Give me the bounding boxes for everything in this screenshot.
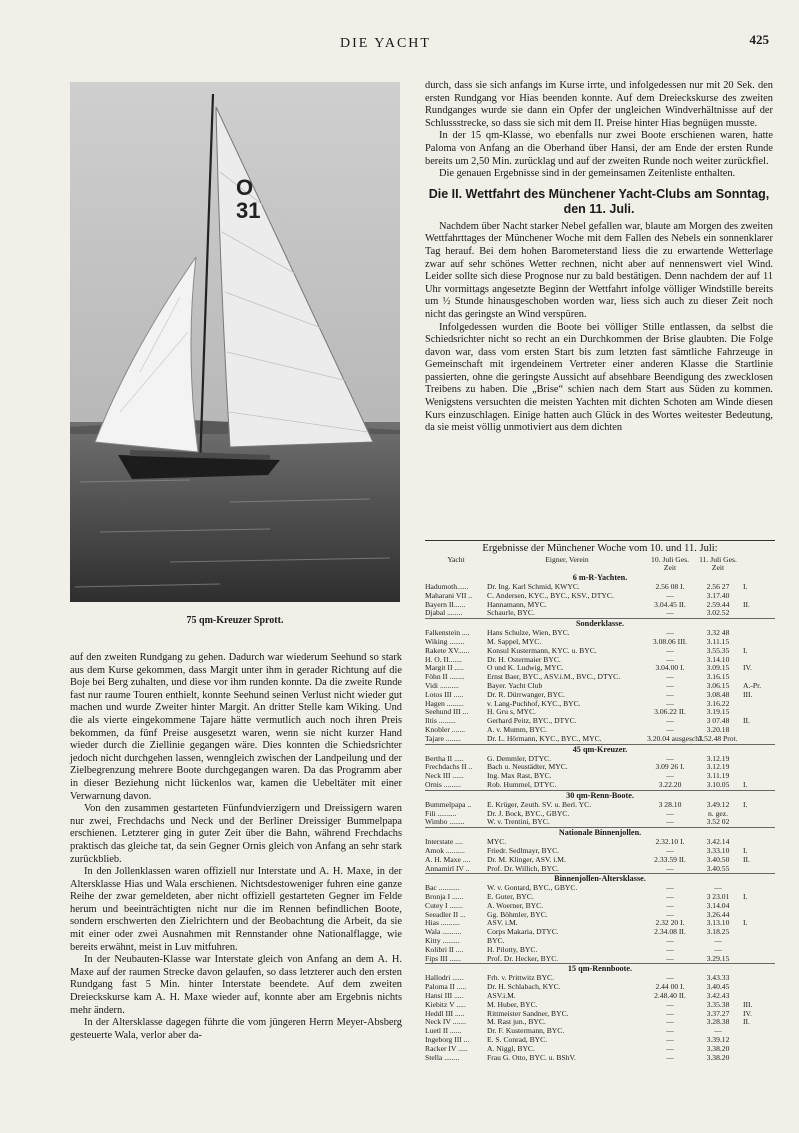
results-category: Nationale Binnenjollen.	[425, 827, 775, 838]
owner-club: H. Pilotty, BYC.	[487, 945, 538, 954]
right-column	[425, 80, 773, 435]
time-july-10: —	[666, 1043, 674, 1053]
owner-club: Dr. H. Schlabach, KYC.	[487, 983, 561, 992]
time-july-10: —	[666, 863, 674, 873]
placing	[743, 911, 773, 920]
placing	[743, 1045, 773, 1054]
yacht-name: Hallodri ......	[425, 974, 464, 983]
time-july-11: 3.43.33	[706, 973, 730, 983]
placing	[743, 902, 773, 911]
time-july-10: —	[666, 808, 674, 818]
placing	[743, 772, 773, 781]
yacht-name: Paloma II .....	[425, 983, 467, 992]
results-header	[425, 556, 775, 573]
time-july-11: 3.28.38	[706, 1017, 730, 1027]
placing	[743, 946, 773, 955]
placing: I.	[743, 645, 748, 655]
results-category: Sonderklasse.	[425, 618, 775, 629]
owner-club: Friedr. Sedlmayr, BYC.	[487, 846, 560, 855]
time-july-10: —	[666, 608, 674, 618]
owner-club: C. Andersen, KYC., BYC., KSV., DTYC.	[487, 591, 614, 600]
time-july-10: 2.44 00 I.	[655, 982, 685, 992]
placing	[743, 1054, 773, 1063]
time-july-10: 3.22.20	[658, 779, 682, 789]
time-july-10: —	[666, 1035, 674, 1045]
owner-club: E. Krüger, Zeuth. SV. u. Berl. YC.	[487, 800, 592, 809]
time-july-11: 3.16.22	[706, 698, 730, 708]
time-july-10: —	[666, 909, 674, 919]
yacht-name: Djabal ........	[425, 609, 463, 618]
time-july-11: 3.08.48	[706, 689, 730, 699]
owner-club: W. v. Gontard, BYC., GBYC.	[487, 884, 578, 893]
placing: II.	[743, 1017, 750, 1027]
yacht-name: Annamirl IV ..	[425, 864, 470, 873]
placing	[743, 1027, 773, 1036]
time-july-11: n. gez.	[707, 808, 729, 818]
placing: I.	[743, 779, 748, 789]
time-july-10: 3.08.06 III.	[652, 636, 688, 646]
header-time-2: 11. Juli Ges. Zeit	[699, 554, 737, 573]
results-table	[425, 540, 775, 1062]
time-july-11: 3.29.15	[706, 953, 730, 963]
time-july-10: 3.20.04 ausgeschl.	[647, 733, 704, 743]
placing: I.	[743, 581, 748, 591]
yacht-name: Hagen .........	[425, 699, 464, 708]
yacht-name: Interstate ....	[425, 838, 463, 847]
owner-club: Frh. v. Prittwitz BYC.	[487, 974, 555, 983]
results-row	[425, 781, 775, 790]
owner-club: Hannamann, MYC.	[487, 600, 547, 609]
time-july-10: —	[666, 1052, 674, 1062]
yacht-name: Racker IV .....	[425, 1044, 468, 1053]
sail-number: 31	[236, 198, 261, 223]
time-july-11: 3.19.15	[706, 707, 730, 717]
yacht-name: Falkenstein ....	[425, 629, 470, 638]
time-july-10: 2.34.08 II.	[654, 927, 686, 937]
placing	[743, 735, 773, 744]
results-category: 45 qm-Kreuzer.	[425, 744, 775, 755]
results-title: Ergebnisse der Münchener Woche vom 10. und 11. Juli:	[425, 540, 775, 554]
placing	[743, 937, 773, 946]
owner-club: A. Niggl, BYC.	[487, 1044, 535, 1053]
yacht-name: Vidi ..........	[425, 681, 459, 690]
owner-club: v. Lang-Puchhof, KYC., BYC.	[487, 699, 581, 708]
placing	[743, 700, 773, 709]
time-july-11: 3.40.55	[706, 863, 730, 873]
yacht-name: Bertha II .....	[425, 754, 464, 763]
time-july-10: —	[666, 672, 674, 682]
time-july-11: 2.59.44	[706, 599, 730, 609]
yacht-name: Neck IV .......	[425, 1018, 466, 1027]
time-july-11: 3.14.04	[706, 900, 730, 910]
yacht-name: Seehund III ...	[425, 708, 469, 717]
owner-club: Ing. Max Rast, BYC.	[487, 772, 552, 781]
placing	[743, 1036, 773, 1045]
left-paragraph-5: In der Altersklasse dagegen führte die vom jüngeren Herrn Meyer-Absberg gesteuerte Wala, verlor aber da-	[70, 1017, 402, 1041]
placing	[743, 755, 773, 764]
left-paragraph-4: In der Neubauten-Klasse war Interstate gleich von Anfang an dem A. H. Maxe auf der raumen Strecke davon gelaufen, so dass letzterer auch den ersten Rundgang fast 5 Min. hinter Interstate beendete. Auf dem zweiten Dreieckskurse kam A. H. Maxe wieder auf, konnte aber am Ergebnis nichts mehr ändern.	[70, 954, 402, 1016]
yacht-name: Maharani VII ..	[425, 591, 473, 600]
yacht-name: Luetl II ......	[425, 1027, 462, 1036]
time-july-10: —	[666, 892, 674, 902]
time-july-11: 3.42.43	[706, 991, 730, 1001]
left-column	[70, 652, 402, 1042]
time-july-10: —	[666, 1008, 674, 1018]
owner-club: O und K. Ludwig, MYC.	[487, 664, 564, 673]
time-july-10: —	[666, 936, 674, 946]
owner-club: Dr. R. Dürrwanger, BYC.	[487, 690, 565, 699]
owner-club: Prof. Dr. Willich, BYC.	[487, 864, 559, 873]
owner-club: Rittmeister Sandner, BYC.	[487, 1009, 569, 1018]
time-july-10: —	[666, 680, 674, 690]
results-row	[425, 735, 775, 744]
yacht-name: Cutey I .......	[425, 901, 463, 910]
yacht-name: Kolibri II ....	[425, 945, 464, 954]
time-july-11: —	[714, 1026, 722, 1036]
time-july-10: 3.06.22 II.	[654, 707, 686, 717]
time-july-11: 3.20.18	[706, 724, 730, 734]
header-owner: Eigner, Verein	[545, 555, 589, 564]
placing	[743, 928, 773, 937]
time-july-10: 2.32 20 I.	[655, 918, 685, 928]
yacht-name: Bummelpapa ..	[425, 800, 472, 809]
time-july-11: 3.10.05	[706, 779, 730, 789]
header-time-1: 10. Juli Ges. Zeit	[651, 554, 689, 573]
owner-club: A. Woerner, BYC.	[487, 901, 544, 910]
yacht-name: Bronja I ......	[425, 893, 464, 902]
yacht-name: Iltis .........	[425, 717, 456, 726]
owner-club: H. Gru s, MYC.	[487, 708, 536, 717]
time-july-10: —	[666, 698, 674, 708]
yacht-name: Tajare ........	[425, 734, 461, 743]
results-row	[425, 609, 775, 618]
placing: II.	[743, 854, 750, 864]
owner-club: Gg. Böhmler, BYC.	[487, 910, 548, 919]
time-july-11: 3.12.19	[706, 762, 730, 772]
placing	[743, 838, 773, 847]
time-july-10: —	[666, 817, 674, 827]
time-july-11: —	[714, 936, 722, 946]
time-july-10: —	[666, 753, 674, 763]
yacht-name: Stella ........	[425, 1053, 460, 1062]
time-july-10: 3.04.00 I.	[655, 663, 685, 673]
yacht-name: Föhn II ........	[425, 673, 465, 682]
placing	[743, 865, 773, 874]
placing: I.	[743, 892, 748, 902]
time-july-11: 3.42.14	[706, 837, 730, 847]
owner-club: ASV. i.M.	[487, 919, 518, 928]
time-july-11: 3 07.48	[706, 716, 730, 726]
results-category: Binnenjollen-Altersklasse.	[425, 873, 775, 884]
time-july-10: —	[666, 845, 674, 855]
results-row	[425, 1018, 775, 1027]
yacht-name: Margit II .....	[425, 664, 464, 673]
yacht-name: Wala ..........	[425, 928, 462, 937]
owner-club: MYC.	[487, 838, 507, 847]
owner-club: Gerhard Peitz, BYC., DTYC.	[487, 717, 577, 726]
time-july-10: 2.32.10 I.	[655, 837, 685, 847]
owner-club: Rob. Hummel, DTYC.	[487, 780, 557, 789]
time-july-10: —	[666, 973, 674, 983]
time-july-11: 3.11.15	[706, 636, 730, 646]
placing: I.	[743, 845, 748, 855]
time-july-10: —	[666, 953, 674, 963]
time-july-10: —	[666, 689, 674, 699]
page-number: 425	[749, 32, 769, 47]
owner-club: A. v. Mumm, BYC.	[487, 725, 548, 734]
right-paragraph-2: In der 15 qm-Klasse, wo ebenfalls nur zwei Boote erschienen waren, hatte Paloma von Anfang an die Oberhand über Hansi, der am Ende der ersten Runde bereits um 2,50 Min. zurücklag und auf der zweiten Runde noch weiter zurückfiel.	[425, 130, 773, 167]
time-july-11: 3.11.19	[706, 771, 730, 781]
time-july-10: —	[666, 1026, 674, 1036]
left-paragraph-3: In den Jollenklassen waren offiziell nur Interstate und A. H. Maxe, in der Altersklasse Hias und Wala erschienen. Nichtsdestoweniger fuhren eine ganze Reihe der zwar gemeldeten, aber nicht offiziell gestarteten Gegner im Felde herum und beeinträchtigten nicht nur die im Rennen befindlichen Boote, sondern erschwerten den Zielrichtern und der Beobachtung die Arbeit, da sie mit einer oder zwei Ausnahmen mit Rennstander ohne Nationalflagge, wie bereits erwähnt, meist in Luv mitfuhren.	[70, 866, 402, 953]
time-july-11: 3.35.38	[706, 999, 730, 1009]
yacht-name: Kitty .........	[425, 937, 460, 946]
time-july-11: 3.33.10	[706, 845, 730, 855]
sailboat-photo	[70, 82, 400, 602]
yacht-name: Frechdachs II ..	[425, 763, 473, 772]
yacht-name: Heddl III .....	[425, 1009, 465, 1018]
sail-letter: O	[236, 175, 254, 200]
time-july-11: 3.13.10	[706, 918, 730, 928]
time-july-11: 3.09.15	[706, 663, 730, 673]
yacht-name: Lotos III .....	[425, 690, 464, 699]
yacht-name: Hansi III .....	[425, 992, 464, 1001]
owner-club: Dr. F. Kustermann, BYC.	[487, 1027, 565, 1036]
left-paragraph-2: Von den zusammen gestarteten Fünfundvierzigern und Dreissigern waren nur zwei, Frechdachs und Neck und der Berliner Dreissiger Bummelpapa erschienen. Letzterer ging in guter Zeit über die Bahn, während Frechdachs praktisch das gleiche tat, da sein Gegner Ornis gleich von Anfang an sehr stark zurückblieb.	[70, 803, 402, 865]
time-july-11: 3.52 02	[706, 817, 730, 827]
time-july-11: 3.38.20	[706, 1052, 730, 1062]
yacht-name: Wiking ........	[425, 637, 465, 646]
placing: I.	[743, 918, 748, 928]
placing	[743, 818, 773, 827]
owner-club: Konsul Kustermann, KYC. u. BYC.	[487, 646, 597, 655]
time-july-11: 3.38.20	[706, 1043, 730, 1053]
results-row	[425, 937, 775, 946]
time-july-10: —	[666, 1017, 674, 1027]
time-july-10: —	[666, 771, 674, 781]
time-july-11: 3.40.50	[706, 854, 730, 864]
yacht-name: H. O. II.......	[425, 655, 462, 664]
time-july-11: 3.02.52	[706, 608, 730, 618]
placing	[743, 983, 773, 992]
sailboat-illustration	[70, 82, 400, 602]
time-july-11: 3.49.12	[706, 799, 730, 809]
section-heading: Die II. Wettfahrt des Münchener Yacht-Clubs am Sonntag, den 11. Juli.	[428, 186, 770, 216]
time-july-10: —	[666, 883, 674, 893]
placing: III.	[743, 999, 753, 1009]
placing	[743, 726, 773, 735]
yacht-name: Kiebitz V .....	[425, 1000, 466, 1009]
right-paragraph-4: Nachdem über Nacht starker Nebel gefallen war, blaute am Morgen des zweiten Wettfahrttages der Münchener Woche mit dem Fallen des Nebels ein sonnenklarer Tag herauf. Bei dem hohen Barometerstand liess die zu erwartende Wetterlage zwar auf sehr schönes Wetter rechnen, nicht aber auf nennenswert viel Wind. Leider sollte sich diese Prognose nur zu bald bestätigen. Denn nachdem der auf 11 Uhr vormittags angesetzte Beginn der Wettfahrt infolge völliger Windstille bereits um ½ Stunde hinausgeschoben worden war, liess sich auch zu dieser Zeit noch nicht das geringste an Wind verspüren.	[425, 220, 773, 320]
owner-club: M. Sappel, MYC.	[487, 637, 542, 646]
owner-club: Dr. H. Ostermaier BYC.	[487, 655, 561, 664]
placing	[743, 629, 773, 638]
time-july-11: 3.16.15	[706, 672, 730, 682]
right-paragraph-1: durch, dass sie sich anfangs im Kurse irrte, und infolgedessen nur mit 20 Sek. den ersten Rundgang vor Hias beenden konnte. Auf dem Dreieckskurse des zweiten Rundganges wurde sie dann ein Opfer der ungleichen Windverhältnisse auf der Schlussstrecke, so dass sie sich mit dem II. Preise hinter Hias begnügen musste.	[425, 80, 773, 129]
time-july-11: —	[714, 944, 722, 954]
owner-club: ASV.i.M.	[487, 992, 516, 1001]
placing	[743, 955, 773, 964]
placing	[743, 810, 773, 819]
yacht-name: Fili ..........	[425, 809, 457, 818]
owner-club: Frau G. Otto, BYC. u. BShV.	[487, 1053, 576, 1062]
yacht-name: Ornis .........	[425, 780, 461, 789]
yacht-name: Bac ...........	[425, 884, 460, 893]
yacht-name: Fips III ......	[425, 954, 461, 963]
owner-club: Dr. L. Hörmann, KYC., BYC., MYC.	[487, 734, 602, 743]
results-body	[425, 573, 775, 1062]
owner-club: Dr. M. Klinger, ASV. i.M.	[487, 855, 566, 864]
placing: III.	[743, 689, 753, 699]
results-row	[425, 1054, 775, 1063]
right-paragraph-5: Infolgedessen wurden die Boote bei völliger Stille entlassen, da selbst die Schiedsrichter nicht so recht an ein Durchkommen der Brise glaubten. Die Folge davon war, dass vom ersten Start bis zum letzten fast sämtliche Fahrzeuge in Gemeinschaft mit irgendeinem Vertreter einer anderen Klasse die Startlinie passierten, ohne die geringste Aussicht auf absehbare Beendigung des zwecklosen Treibens zu haben. Die „Brise“ schien nach dem Start aus Süden zu kommen. Wenigstens versuchten die meisten Yachten mit dichten Schoten am Winde diesen Kurs einzuschlagen. Einige hatten auch Glück in des Wortes weitester Bedeutung, da sie meist völlig unmotiviert aus dem dichten	[425, 321, 773, 434]
time-july-11: 3.55.35	[706, 645, 730, 655]
time-july-10: 3.09 26 I.	[655, 762, 685, 772]
owner-club: BYC.	[487, 937, 505, 946]
placing: IV.	[743, 663, 752, 673]
yacht-name: Rakete XV......	[425, 646, 470, 655]
time-july-11: 3 23.01	[706, 892, 730, 902]
yacht-name: Seeadler II ...	[425, 910, 466, 919]
placing: II.	[743, 716, 750, 726]
time-july-10: 3 28.10	[658, 799, 682, 809]
time-july-11: 3.06.15	[706, 680, 730, 690]
owner-club: Schaurle, BYC.	[487, 609, 535, 618]
time-july-10: —	[666, 999, 674, 1009]
time-july-11: —	[714, 883, 722, 893]
placing	[743, 638, 773, 647]
right-paragraph-3: Die genauen Ergebnisse sind in der gemeinsamen Zeitenliste enthalten.	[439, 168, 736, 180]
placing: I.	[743, 799, 748, 809]
owner-club: E. Guter, BYC.	[487, 893, 534, 902]
time-july-10: —	[666, 944, 674, 954]
time-july-10: 2.56 08 I.	[655, 581, 685, 591]
placing: IV.	[743, 1008, 752, 1018]
owner-club: Bayer. Yacht Club	[487, 681, 543, 690]
left-paragraph-1: auf den zweiten Rundgang zu gehen. Dadurch war wiederum Seehund so stark aus dem Kurse gekommen, dass Margit unter ihm in gerader Richtung auf die Boje bei Berg zuhalten, und diese vor ihm runden konnte. Da die zweite Runde fast nur raume Touren enthielt, konnte Seehund seinen Verlust nicht wieder gut machen und wurde Zweiter hinter Margit. An dritter Stelle kam Wiking. Und die als vierte eingekommene Tajare hätte vermutlich auch noch ihren Preis bekommen, da fünf Preise ausgesetzt waren, wenn sie nicht kurzer Hand wieder durch die Ziellinie gegangen wäre. Dies konnten die Schiedsrichter jedoch nicht durchgehen lassen, wenngleich zwischen der Landpeilung und der Zielbegrenzung mehrere Boote durchgegangen waren. Da das Programm aber in dieser Beziehung nicht lückenlos war, kamen die Uebeltäter mit einer Verwarnung davon.	[70, 652, 402, 802]
owner-club: W. v. Trentini, BYC.	[487, 818, 550, 827]
header-yacht: Yacht	[447, 555, 465, 564]
time-july-11: 3.17.40	[706, 590, 730, 600]
results-row	[425, 928, 775, 937]
time-july-10: 3.04.45 II.	[654, 599, 686, 609]
time-july-10: —	[666, 724, 674, 734]
owner-club: E. S. Conrad, BYC.	[487, 1036, 548, 1045]
time-july-10: —	[666, 645, 674, 655]
yacht-name: Ingeborg III ...	[425, 1036, 470, 1045]
time-july-11: 3.14.10	[706, 654, 730, 664]
placing	[743, 763, 773, 772]
owner-club: G. Demmler, DTYC.	[487, 754, 552, 763]
time-july-11: 3.12.19	[706, 753, 730, 763]
owner-club: Corps Makaria, DTYC.	[487, 928, 559, 937]
time-july-11: 3.52.48 Prot.	[698, 733, 738, 743]
owner-club: M. Huber, BYC.	[487, 1000, 538, 1009]
results-category: 6 m-R-Yachten.	[572, 572, 628, 582]
time-july-11: 3.40.45	[706, 982, 730, 992]
time-july-10: 2.48.40 II.	[654, 991, 686, 1001]
yacht-name: Hadumoth......	[425, 582, 469, 591]
owner-club: Hans Schulze, Wien, BYC.	[487, 629, 570, 638]
placing	[743, 974, 773, 983]
time-july-11: 3.37.27	[706, 1008, 730, 1018]
results-row	[425, 818, 775, 827]
photo-caption: 75 qm-Kreuzer Sprott.	[186, 615, 284, 626]
owner-club: M. Rast jun., BYC.	[487, 1018, 546, 1027]
yacht-name: A. H. Maxe ....	[425, 855, 471, 864]
yacht-name: Amok ..........	[425, 846, 465, 855]
yacht-name: Knobler .......	[425, 725, 466, 734]
running-title: DIE YACHT	[340, 36, 431, 51]
time-july-10: —	[666, 900, 674, 910]
placing: A.-Pr.	[743, 680, 762, 690]
time-july-10: —	[666, 716, 674, 726]
owner-club: Ernst Baer, BYC., ASV.i.M., BVC., DTYC.	[487, 673, 621, 682]
results-row	[425, 955, 775, 964]
time-july-10: —	[666, 590, 674, 600]
time-july-11: 3.26.44	[706, 909, 730, 919]
placing	[743, 609, 773, 618]
time-july-10: 2.33.59 II.	[654, 854, 686, 864]
placing: II.	[743, 599, 750, 609]
yacht-name: Bayern II......	[425, 600, 466, 609]
owner-club: Prof. Dr. Hecker, BYC.	[487, 954, 559, 963]
time-july-11: 3.39.12	[706, 1035, 730, 1045]
results-category: 15 qm-Rennboote.	[425, 963, 775, 974]
yacht-name: Hias ..........	[425, 919, 460, 928]
results-category: 30 qm-Renn-Boote.	[425, 790, 775, 801]
results-row	[425, 865, 775, 874]
yacht-name: Wimbo ........	[425, 818, 465, 827]
time-july-10: —	[666, 628, 674, 638]
owner-club: Bach u. Neustädter, MYC.	[487, 763, 568, 772]
time-july-10: —	[666, 654, 674, 664]
running-head	[0, 32, 799, 56]
owner-club: Dr. Ing. Karl Schmid, KWYC.	[487, 582, 580, 591]
time-july-11: 3.32 48	[706, 628, 730, 638]
placing	[743, 884, 773, 893]
yacht-name: Neck III ......	[425, 772, 464, 781]
owner-club: Dr. J. Bock, BYC., GBYC.	[487, 809, 570, 818]
time-july-11: 2.56 27	[706, 581, 730, 591]
time-july-11: 3.18.25	[706, 927, 730, 937]
